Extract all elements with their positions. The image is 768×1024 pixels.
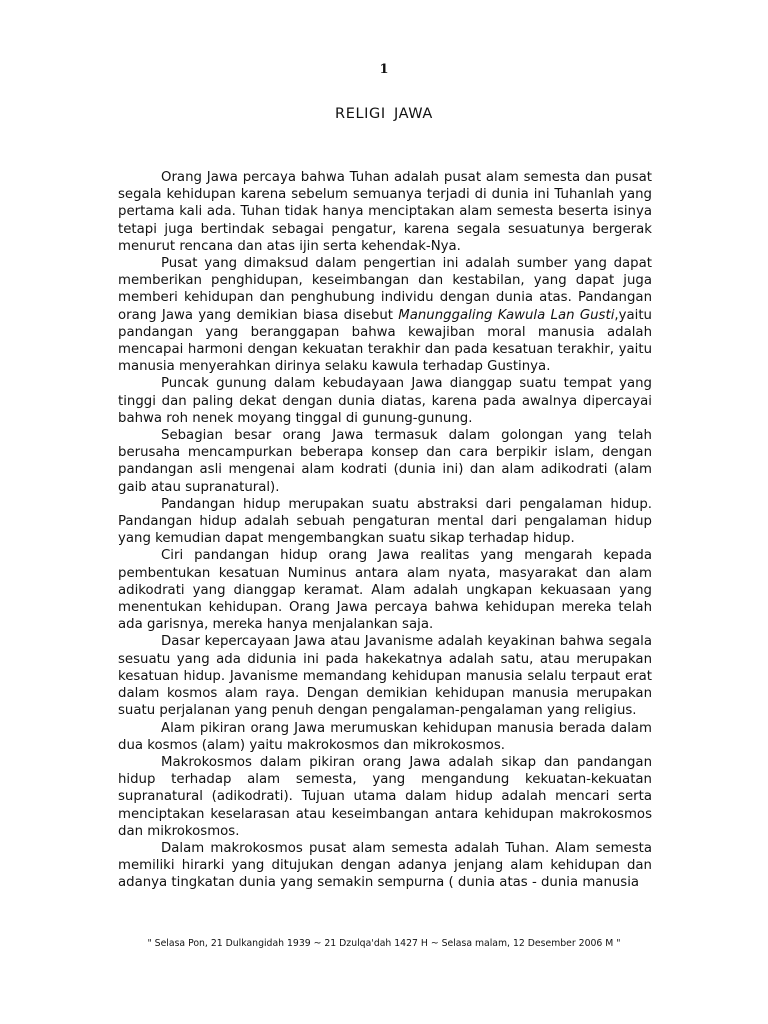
paragraph-3: Puncak gunung dalam kebudayaan Jawa dianggap suatu tempat yang tinggi dan paling dekat dengan dunia diatas, karena pada awalnya dipercayai bahwa roh nenek moyang tinggal di gunung-gunung. (118, 376, 652, 426)
page-footer: " Selasa Pon, 21 Dulkangidah 1939 ~ 21 Dzulqa'dah 1427 H ~ Selasa malam, 12 Desember 2006 M " (147, 938, 621, 949)
paragraph-7: Dasar kepercayaan Jawa atau Javanisme adalah keyakinan bahwa segala sesuatu yang ada didunia ini pada hakekatnya adalah satu, atau merupakan kesatuan hidup. Javanisme memandang kehidupan manusia selalu terpaut erat dalam kosmos alam raya. Dengan demikian kehidupan manusia merupakan suatu perjalanan yang penuh dengan pengalaman-pengalaman yang religius. (118, 634, 652, 719)
paragraph-2-italic-term: Manunggaling Kawula Lan Gusti (398, 307, 615, 323)
paragraph-9: Makrokosmos dalam pikiran orang Jawa adalah sikap dan pandangan hidup terhadap alam semesta, yang mengandung kekuatan-kekuatan supranatural (adikodrati). Tujuan utama dalam hidup adalah mencari serta menciptakan keselarasan atau keseimbangan antara kehidupan makrokosmos dan mikrokosmos. (118, 754, 652, 839)
page-title: RELIGI JAWA (335, 106, 433, 122)
paragraph-5: Pandangan hidup merupakan suatu abstraksi dari pengalaman hidup. Pandangan hidup adalah sebuah pengaturan mental dari pengalaman hidup yang kemudian dapat mengembangkan suatu sikap terhadap hidup. (118, 496, 652, 547)
paragraph-6: Ciri pandangan hidup orang Jawa realitas yang mengarah kepada pembentukan kesatuan Numinus antara alam nyata, masyarakat dan alam adikodrati yang dianggap keramat. Alam adalah ungkapan kekuasaan yang menentukan kehidupan. Orang Jawa percaya bahwa kehidupan mereka telah ada garisnya, mereka hanya menjalankan saja. (118, 548, 652, 633)
body-text (118, 169, 652, 891)
paragraph-4: Sebagian besar orang Jawa termasuk dalam golongan yang telah berusaha mencampurkan beberapa konsep dan cara berpikir islam, dengan pandangan asli mengenai alam kodrati (dunia ini) dan alam adikodrati (alam gaib atau supranatural). (118, 428, 652, 495)
page-number: 1 (379, 62, 389, 77)
paragraph-2 (118, 255, 652, 375)
paragraph-1: Orang Jawa percaya bahwa Tuhan adalah pusat alam semesta dan pusat segala kehidupan karena sebelum semuanya terjadi di dunia ini Tuhanlah yang pertama kali ada. Tuhan tidak hanya menciptakan alam semesta beserta isinya tetapi juga bertindak sebagai pengatur, karena segala sesuatunya bergerak menurut rencana dan atas ijin serta kehendak-Nya. (118, 170, 652, 254)
paragraph-8: Alam pikiran orang Jawa merumuskan kehidupan manusia berada dalam dua kosmos (alam) yaitu makrokosmos dan mikrokosmos. (118, 720, 652, 753)
paragraph-10: Dalam makrokosmos pusat alam semesta adalah Tuhan. Alam semesta memiliki hirarki yang ditujukan dengan adanya jenjang alam kehidupan dan adanya tingkatan dunia yang semakin sempurna ( dunia atas - dunia manusia (118, 840, 652, 891)
paragraph-2-text-before: Pusat yang dimaksud dalam pengertian ini adalah sumber yang dapat memberikan penghidupan, keseimbangan dan kestabilan, yang dapat juga memberi kehidupan dan penghubung individu dengan dunia atas. Pandangan orang Jawa yang demikian biasa disebut (118, 256, 652, 323)
paragraph-2-text-after: ,yaitu pandangan yang beranggapan bahwa kewajiban moral manusia adalah mencapai harmoni dengan kekuatan terakhir dan pada kesatuan terakhir, yaitu manusia menyerahkan dirinya selaku kawula terhadap Gustinya. (118, 307, 652, 375)
